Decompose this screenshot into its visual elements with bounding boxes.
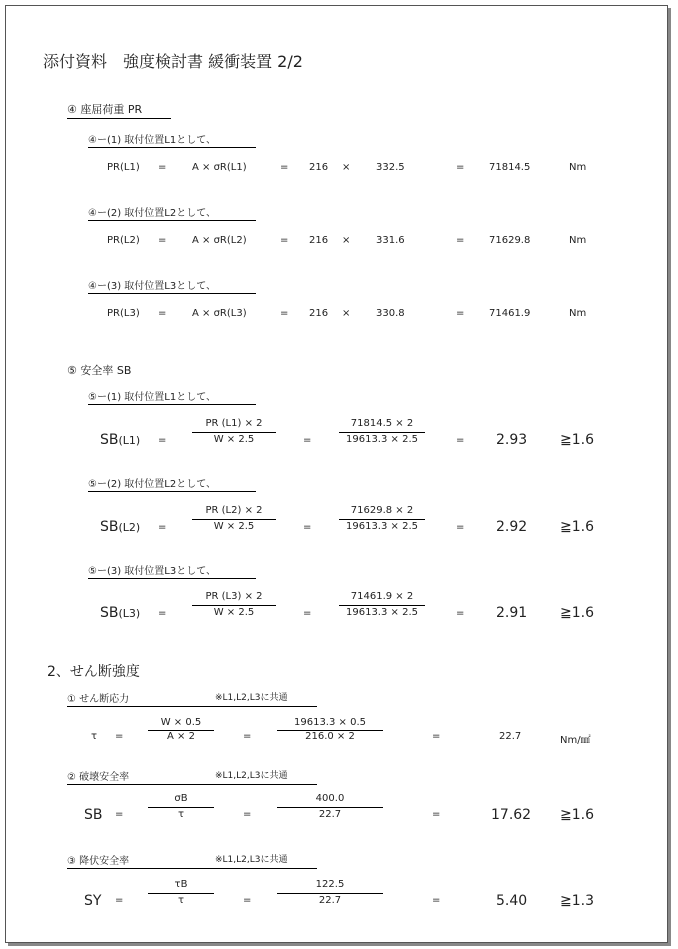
buckling-eq2-1: = <box>280 162 289 173</box>
buckling-lhs-3: PR(L3) <box>107 308 140 319</box>
shear-sub-2: ② 破壊安全率 ※L1,L2,L3に共通 <box>67 768 317 785</box>
shear-num2-2: 400.0 <box>315 793 345 804</box>
fraction-bar <box>192 605 276 606</box>
fraction-bar <box>192 432 276 433</box>
shear-eq1-1: = <box>115 731 124 742</box>
safety-lhs-2: SB(L2) <box>100 519 141 535</box>
buckling-eq1-1: = <box>158 162 167 173</box>
shear-result-2: 17.62 <box>491 807 532 823</box>
buckling-eq2-2: = <box>280 235 289 246</box>
safety-num2-2: 71629.8 × 2 <box>350 505 414 516</box>
shear-num2-1: 19613.3 × 0.5 <box>294 717 366 728</box>
page-title: 添付資料 強度検討書 緩衝装置 2/2 <box>43 52 303 71</box>
safety-eq3-1: = <box>456 435 465 446</box>
shear-eq2-2: = <box>243 809 252 820</box>
safety-result-3: 2.91 <box>496 605 528 621</box>
buckling-b-3: 330.8 <box>376 308 405 319</box>
fraction-bar <box>339 605 425 606</box>
buckling-eq2-3: = <box>280 308 289 319</box>
safety-eq1-1: = <box>158 435 167 446</box>
shear-num1-1: W × 0.5 <box>160 717 202 728</box>
safety-criterion-2: ≧1.6 <box>560 519 594 535</box>
shear-den2-2: 22.7 <box>318 809 342 820</box>
shear-lhs-1: τ <box>91 731 98 742</box>
buckling-eq1-2: = <box>158 235 167 246</box>
safety-eq1-2: = <box>158 522 167 533</box>
fraction-bar <box>277 807 383 808</box>
buckling-times-3: × <box>342 308 351 319</box>
shear-result-1: 22.7 <box>499 731 522 742</box>
fraction-bar <box>148 893 214 894</box>
safety-heading: ⑤ 安全率 SB <box>67 364 132 377</box>
safety-lhs-3: SB(L3) <box>100 605 141 621</box>
shear-sub-1: ① せん断応力 ※L1,L2,L3に共通 <box>67 690 317 707</box>
shear-eq2-1: = <box>243 731 252 742</box>
safety-eq3-3: = <box>456 608 465 619</box>
shear-eq1-2: = <box>115 809 124 820</box>
buckling-lhs-2: PR(L2) <box>107 235 140 246</box>
safety-den1-1: W × 2.5 <box>213 434 255 445</box>
buckling-b-2: 331.6 <box>376 235 405 246</box>
buckling-eq1-3: = <box>158 308 167 319</box>
safety-criterion-3: ≧1.6 <box>560 605 594 621</box>
fraction-bar <box>277 893 383 894</box>
safety-sub-3: ⑤ー(3) 取付位置L3として、 <box>88 562 256 579</box>
safety-den2-1: 19613.3 × 2.5 <box>346 434 418 445</box>
buckling-sub-1: ④ー(1) 取付位置L1として、 <box>88 131 256 148</box>
fraction-bar <box>339 432 425 433</box>
buckling-sub-2: ④ー(2) 取付位置L2として、 <box>88 204 256 221</box>
shear-den1-1: A × 2 <box>167 731 195 742</box>
safety-num1-3: PR (L3) × 2 <box>205 591 263 602</box>
shear-unit-1: Nm/㎟ <box>560 735 591 746</box>
safety-num2-3: 71461.9 × 2 <box>350 591 414 602</box>
buckling-result-3: 71461.9 <box>489 308 531 319</box>
shear-eq1-3: = <box>115 895 124 906</box>
safety-sub-2: ⑤ー(2) 取付位置L2として、 <box>88 475 256 492</box>
shear-eq3-2: = <box>432 809 441 820</box>
buckling-result-2: 71629.8 <box>489 235 531 246</box>
buckling-a-3: 216 <box>309 308 329 319</box>
safety-eq1-3: = <box>158 608 167 619</box>
shear-eq3-3: = <box>432 895 441 906</box>
buckling-a-2: 216 <box>309 235 329 246</box>
buckling-expr-1: A × σR(L1) <box>192 162 247 173</box>
buckling-sub-3: ④ー(3) 取付位置L3として、 <box>88 277 256 294</box>
buckling-a-1: 216 <box>309 162 329 173</box>
buckling-times-1: × <box>342 162 351 173</box>
safety-eq3-2: = <box>456 522 465 533</box>
shear-num1-2: σB <box>174 793 188 804</box>
safety-num2-1: 71814.5 × 2 <box>350 418 414 429</box>
fraction-bar <box>339 519 425 520</box>
shear-criterion-2: ≧1.6 <box>560 807 594 823</box>
buckling-lhs-1: PR(L1) <box>107 162 140 173</box>
buckling-eq3-1: = <box>456 162 465 173</box>
buckling-unit-1: Nm <box>569 162 587 173</box>
buckling-unit-2: Nm <box>569 235 587 246</box>
shear-eq2-3: = <box>243 895 252 906</box>
safety-result-1: 2.93 <box>496 432 528 448</box>
shear-den2-1: 216.0 × 2 <box>305 731 355 742</box>
shear-den2-3: 22.7 <box>318 895 342 906</box>
buckling-heading: ④ 座屈荷重 PR <box>67 101 171 119</box>
safety-lhs-1: SB(L1) <box>100 432 141 448</box>
safety-den2-2: 19613.3 × 2.5 <box>346 521 418 532</box>
shear-num1-3: τB <box>174 879 188 890</box>
safety-eq2-2: = <box>303 522 312 533</box>
buckling-b-1: 332.5 <box>376 162 405 173</box>
buckling-times-2: × <box>342 235 351 246</box>
shear-eq3-1: = <box>432 731 441 742</box>
buckling-eq3-2: = <box>456 235 465 246</box>
shear-den1-2: τ <box>177 809 185 820</box>
shear-den1-3: τ <box>177 895 185 906</box>
safety-eq2-1: = <box>303 435 312 446</box>
buckling-expr-2: A × σR(L2) <box>192 235 247 246</box>
shear-heading: 2、せん断強度 <box>47 664 140 680</box>
buckling-unit-3: Nm <box>569 308 587 319</box>
safety-sub-1: ⑤ー(1) 取付位置L1として、 <box>88 388 256 405</box>
fraction-bar <box>148 807 214 808</box>
safety-den1-2: W × 2.5 <box>213 521 255 532</box>
safety-num1-1: PR (L1) × 2 <box>205 418 263 429</box>
shear-sub-3: ③ 降伏安全率 ※L1,L2,L3に共通 <box>67 852 317 869</box>
shear-result-3: 5.40 <box>496 893 528 909</box>
safety-eq2-3: = <box>303 608 312 619</box>
buckling-eq3-3: = <box>456 308 465 319</box>
shear-lhs-3: SY <box>84 893 102 909</box>
buckling-result-1: 71814.5 <box>489 162 531 173</box>
shear-criterion-3: ≧1.3 <box>560 893 594 909</box>
safety-num1-2: PR (L2) × 2 <box>205 505 263 516</box>
safety-result-2: 2.92 <box>496 519 528 535</box>
safety-criterion-1: ≧1.6 <box>560 432 594 448</box>
safety-den2-3: 19613.3 × 2.5 <box>346 607 418 618</box>
fraction-bar <box>192 519 276 520</box>
buckling-expr-3: A × σR(L3) <box>192 308 247 319</box>
shear-lhs-2: SB <box>84 807 103 823</box>
shear-num2-3: 122.5 <box>315 879 345 890</box>
safety-den1-3: W × 2.5 <box>213 607 255 618</box>
